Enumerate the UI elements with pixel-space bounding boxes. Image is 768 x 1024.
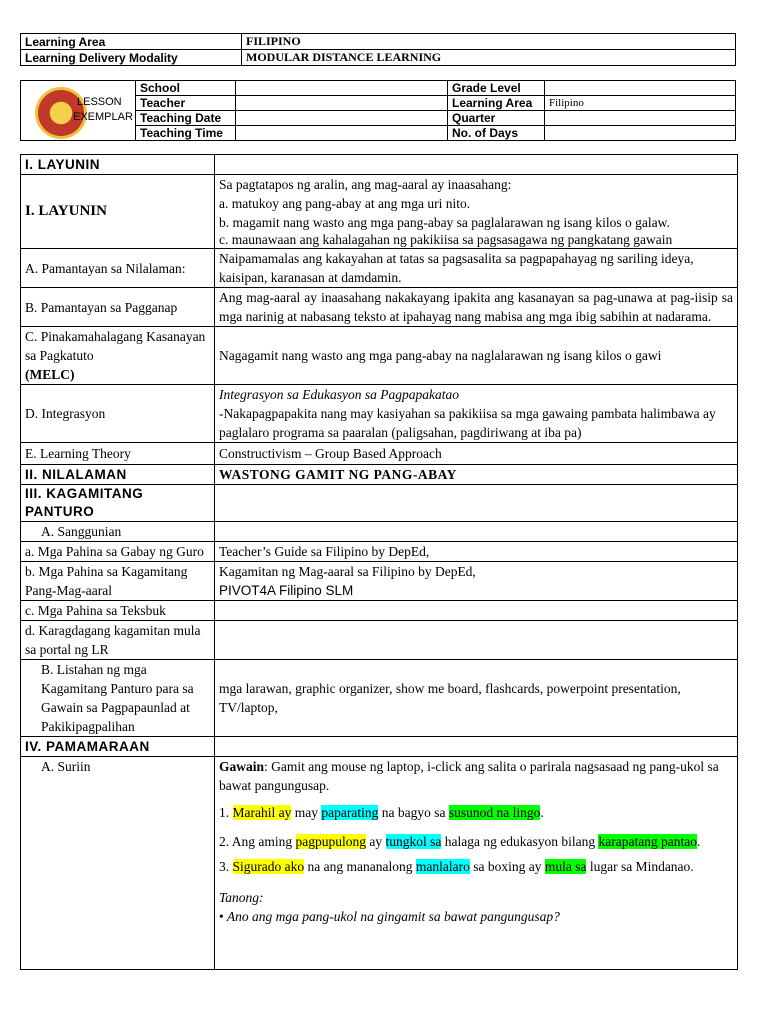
listahan-label: B. Listahan ng mga Kagamitang Panturo para sa Gawain sa Pagpapaunlad at Pakikipagpalihan [21,660,215,737]
sanggunian-label: A. Sanggunian [21,522,215,542]
teaching-date-label: Teaching Date [136,111,236,126]
teacher-value [236,96,448,111]
quarter-label: Quarter [448,111,545,126]
tanong-label: Tanong: [219,890,264,905]
suriin-content [215,757,738,970]
school-value [236,81,448,96]
kagamitan-line-1: Kagamitan ng Mag-aaral sa Filipino by DepEd, [219,564,476,579]
learning-theory-label: E. Learning Theory [21,443,215,465]
listahan-text: mga larawan, graphic organizer, show me board, flashcards, powerpoint presentation, TV/laptop, [215,660,738,737]
layunin-content [215,175,738,249]
teaching-date-value [236,111,448,126]
clickable-phrase[interactable]: mula sa [544,859,587,874]
learning-area-value: FILIPINO [242,34,736,50]
clickable-phrase[interactable]: susunod na lingo [448,805,541,820]
kagamitan-line-2: PIVOT4A Filipino SLM [219,583,354,598]
pamantayan-pagganap-text: Ang mag-aaral ay inaasahang nakakayang ipakita ang kasanayan sa pag-unawa at pag-iisip sa mga narinig at nabasang teksto at ipahayag nang mabisa ang mga ibig sabihin at nadarama. [215,288,738,327]
header-table [20,33,736,66]
days-label: No. of Days [448,126,545,141]
section-nilalaman-header: II. NILALAMAN [21,465,215,485]
suriin-label: A. Suriin [21,757,215,970]
kagamitan-content [215,562,738,601]
pamantayan-nilalaman-label: A. Pamantayan sa Nilalaman: [21,249,215,288]
teaching-time-label: Teaching Time [136,126,236,141]
modality-label: Learning Delivery Modality [21,50,242,66]
clickable-phrase[interactable]: manlalaro [415,859,470,874]
exemplar-learning-area-label: Learning Area [448,96,545,111]
section-nilalaman-value: WASTONG GAMIT NG PANG-ABAY [215,465,738,485]
teacher-label: Teacher [136,96,236,111]
clickable-phrase[interactable]: paparating [321,805,379,820]
integrasyon-label: D. Integrasyon [21,385,215,443]
days-value [545,126,736,141]
exemplar-learning-area-value: Filipino [545,96,736,111]
gabay-label: a. Mga Pahina sa Gabay ng Guro [21,542,215,562]
lesson-plan-table [20,154,738,970]
section-kagamitan-header: III. KAGAMITANG PANTURO [21,485,215,522]
clickable-phrase[interactable]: tungkol sa [385,834,442,849]
clickable-phrase[interactable]: Marahil ay [232,805,292,820]
bullet-icon: • [219,909,224,924]
exemplar-table [20,80,736,141]
sanggunian-blank [215,522,738,542]
portal-label: d. Karagdagang kagamitan mula sa portal ng LR [21,621,215,660]
clickable-phrase[interactable]: Sigurado ako [232,859,305,874]
portal-blank [215,621,738,660]
sentence-1: 1. Marahil ay may paparating na bagyo sa susunod na lingo. [219,805,544,820]
layunin-item-b: b. magamit nang wasto ang mga pang-abay sa paglalarawan ng isang kilos o galaw. [219,215,670,230]
gawain-instruction: Gawain: Gamit ang mouse ng laptop, i-click ang salita o parirala nagsasaad ng pang-ukol sa bawat pangungusap. [219,759,719,793]
school-label: School [136,81,236,96]
section-kagamitan-blank [215,485,738,522]
clickable-phrase[interactable]: karapatang pantao [598,834,698,849]
integrasyon-content [215,385,738,443]
section-layunin-header: I. LAYUNIN [21,155,215,175]
section-pamamaraan-blank [215,737,738,757]
exemplar-logo-cell [21,81,136,141]
tanong-question: • Ano ang mga pang-ukol na gingamit sa bawat pangungusap? [219,909,560,924]
section-pamamaraan-header: IV. PAMAMARAAN [21,737,215,757]
integrasyon-title: Integrasyon sa Edukasyon sa Pagpapakatao [219,387,459,402]
melc-text: Nagagamit nang wasto ang mga pang-abay na naglalarawan ng isang kilos o gawi [215,327,738,385]
layunin-item-c: c. maunawaan ang kahalagahan ng pakikiisa sa pagsasagawa ng pangkatang gawain [219,232,673,247]
kagamitan-label: b. Mga Pahina sa Kagamitang Pang-Mag-aaral [21,562,215,601]
layunin-item-a: a. matukoy ang pang-abay at ang mga uri nito. [219,196,471,211]
section-layunin-blank [215,155,738,175]
clickable-phrase[interactable]: pagpupulong [295,834,366,849]
layunin-intro: Sa pagtatapos ng aralin, ang mag-aaral ay inaasahang: [219,177,512,192]
layunin-label: I. LAYUNIN [21,175,215,249]
melc-label: C. Pinakamahalagang Kasanayan sa Pagkatuto (MELC) [21,327,215,385]
pamantayan-pagganap-label: B. Pamantayan sa Pagganap [21,288,215,327]
learning-area-label: Learning Area [21,34,242,50]
modality-value: MODULAR DISTANCE LEARNING [242,50,736,66]
teaching-time-value [236,126,448,141]
sentence-2: 2. Ang aming pagpupulong ay tungkol sa halaga ng edukasyon bilang karapatang pantao. [219,834,701,849]
grade-level-label: Grade Level [448,81,545,96]
exemplar-title: LESSON EXEMPLAR [73,96,133,123]
quarter-value [545,111,736,126]
teksbuk-label: c. Mga Pahina sa Teksbuk [21,601,215,621]
grade-level-value [545,81,736,96]
integrasyon-text: -Nakapagpapakita nang may kasiyahan sa pakikiisa sa mga gawaing pambata halimbawa ay paglalaro programa sa paaralan (paligsahan, pagdiriwang at iba pa) [219,406,716,440]
teksbuk-blank [215,601,738,621]
pamantayan-nilalaman-text: Naipamamalas ang kakayahan at tatas sa pagsasalita sa pagpapahayag ng sariling ideya, kaisipan, karanasan at damdamin. [215,249,738,288]
gabay-text: Teacher’s Guide sa Filipino by DepEd, [215,542,738,562]
learning-theory-text: Constructivism – Group Based Approach [215,443,738,465]
sentence-3: 3. Sigurado ako na ang mananalong manlalaro sa boxing ay mula sa lugar sa Mindanao. [219,859,694,874]
